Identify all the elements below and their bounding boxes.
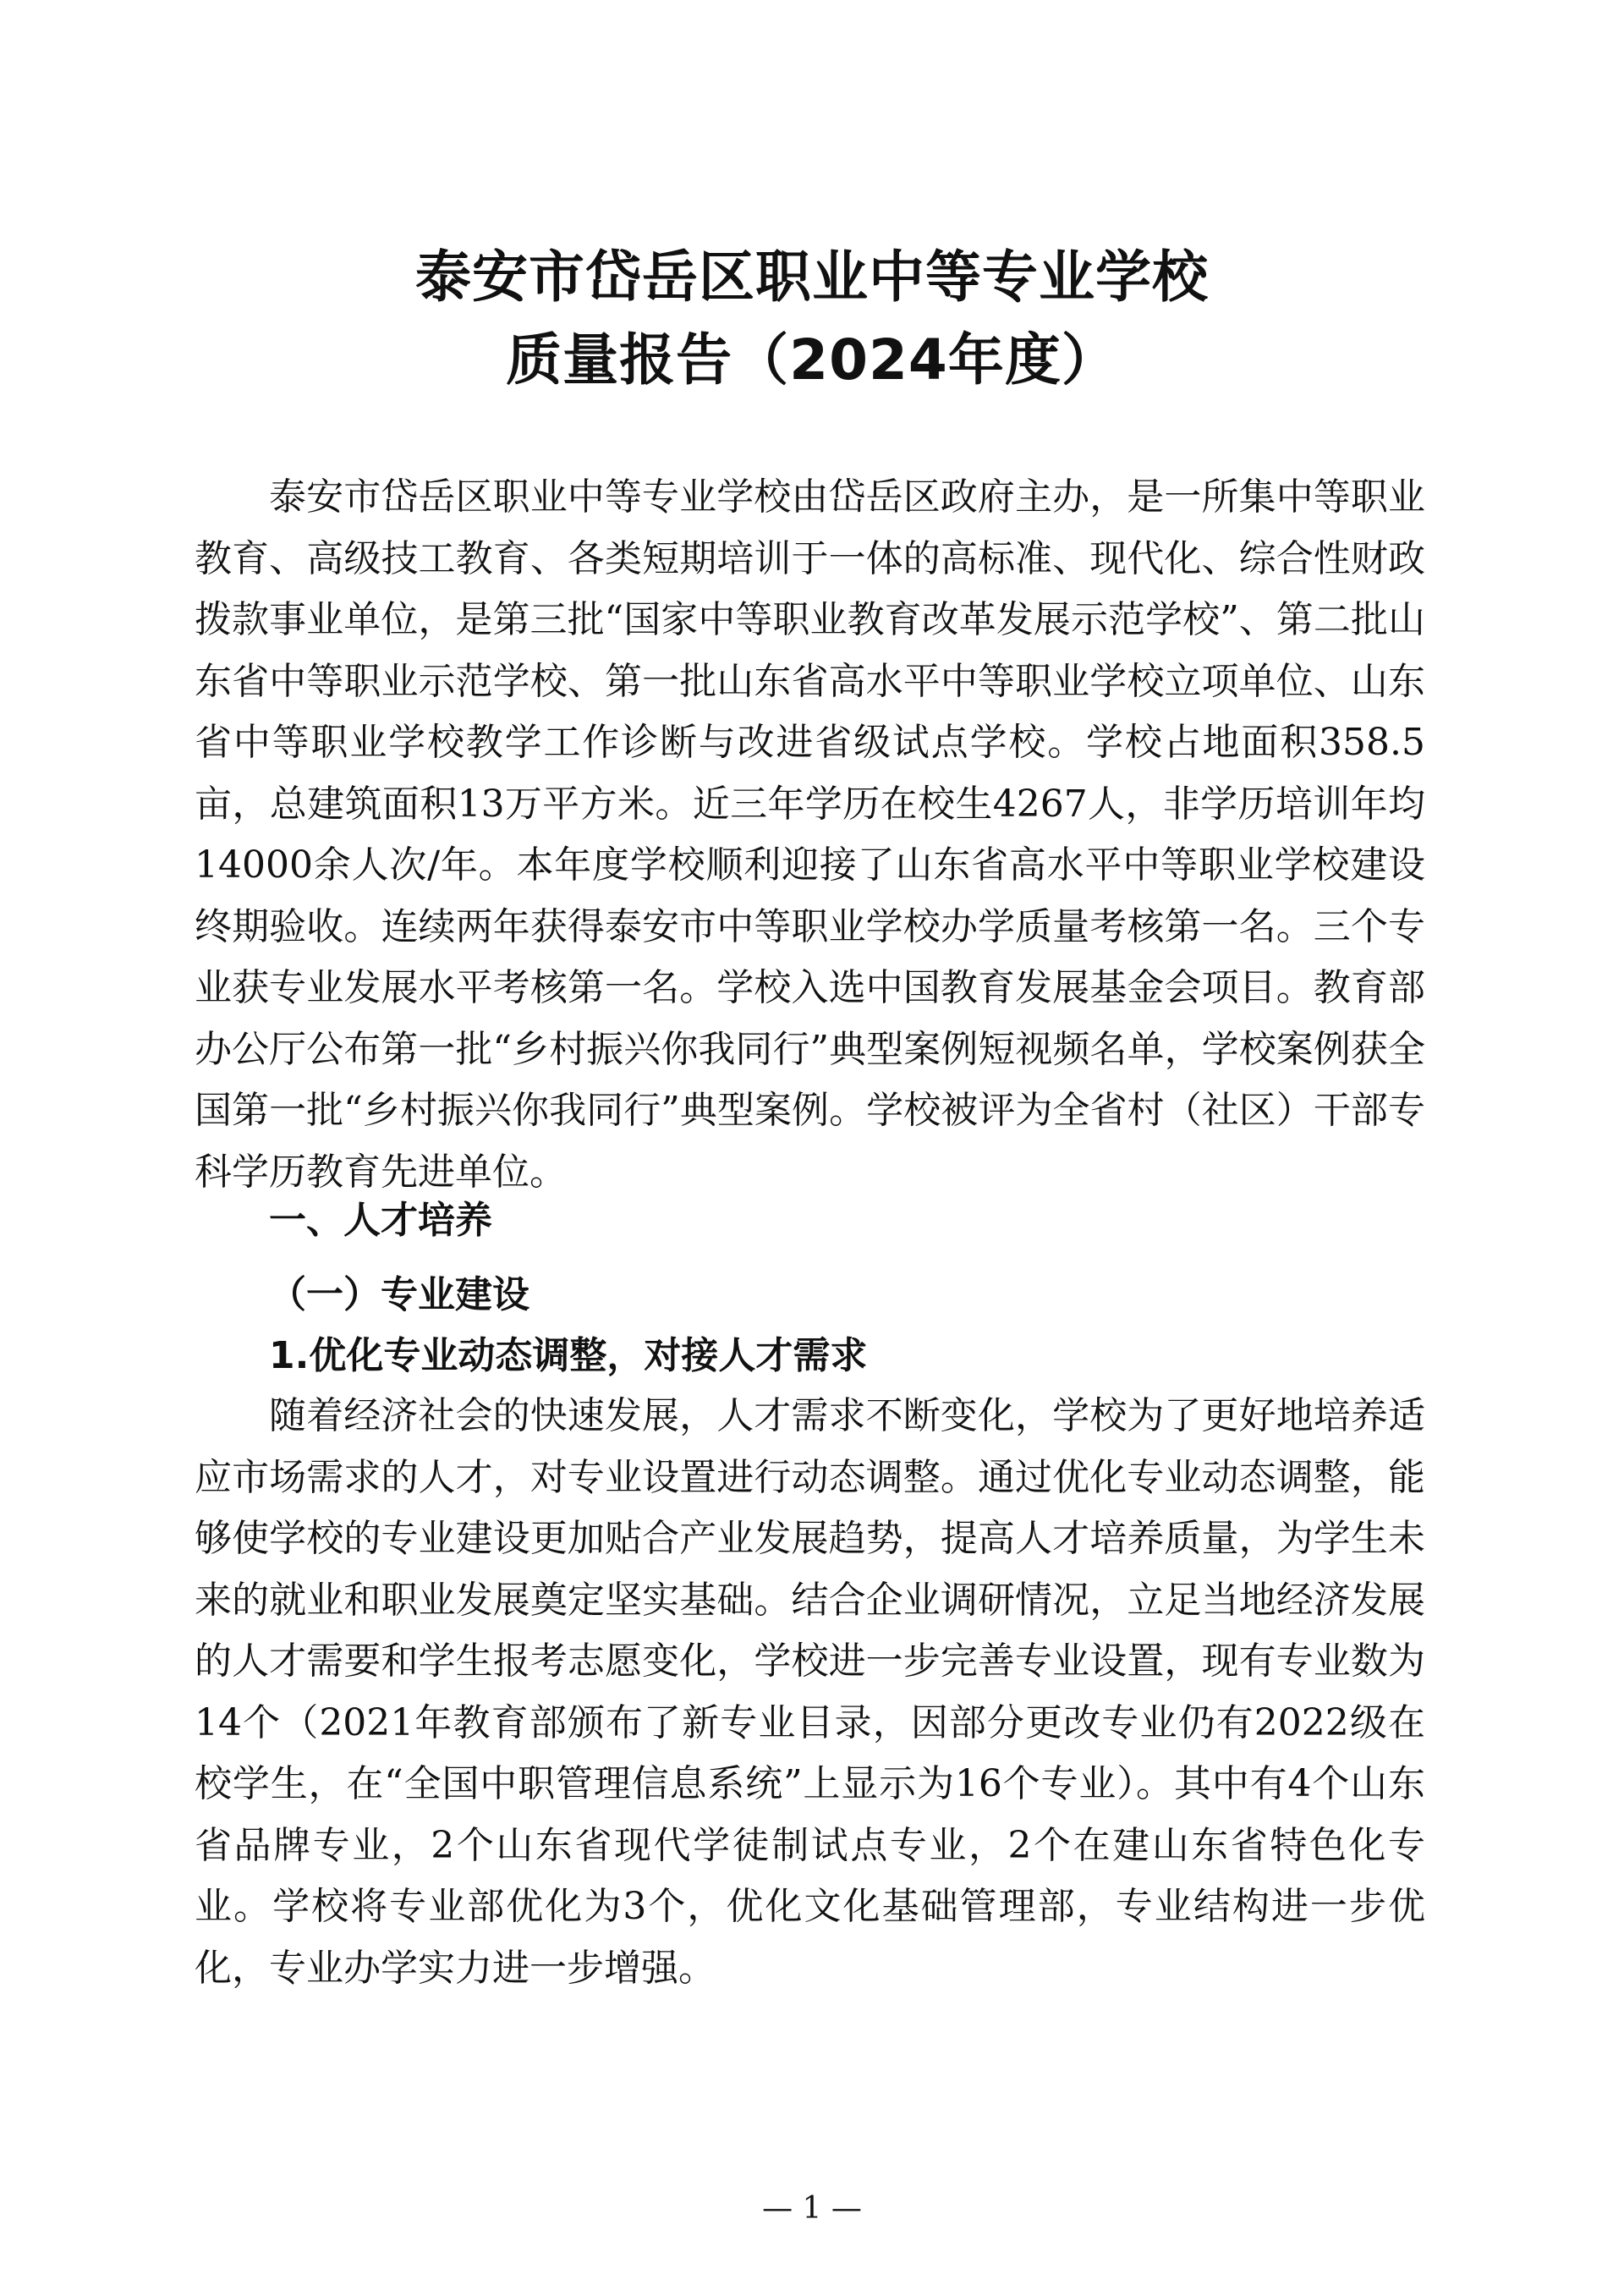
intro-section [195, 467, 1425, 1203]
report-title-line1: 泰安市岱岳区职业中等专业学校 [415, 244, 1209, 310]
item-1-paragraph: 随着经济社会的快速发展，人才需求不断变化，学校为了更好地培养适应市场需求的人才，对专业设置进行动态调整。通过优化专业动态调整，能够使学校的专业建设更加贴合产业发展趋势，提高人才培养质量，为学生未来的就业和职业发展奠定坚实基础。结合企业调研情况，立足当地经济发展的人才需要和学生报考志愿变化，学校进一步完善专业设置，现有专业数为14个（2021年教育部颁布了新专业目录，因部分更改专业仍有2022级在校学生，在“全国中职管理信息系统”上显示为16个专业）。其中有4个山东省品牌专业，2个山东省现代学徒制试点专业，2个在建山东省特色化专业。学校将专业部优化为3个，优化文化基础管理部，专业结构进一步优化，专业办学实力进一步增强。 [195, 1394, 1425, 1990]
subsection-heading-major-construction: （一）专业建设 [269, 1273, 529, 1316]
item-1-section [195, 1386, 1425, 1999]
report-title-line2: 质量报告（2024年度） [506, 327, 1118, 393]
section-heading-talent-cultivation: 一、人才培养 [269, 1199, 492, 1242]
item-heading-optimize-majors: 1.优化专业动态调整，对接人才需求 [269, 1334, 868, 1377]
intro-paragraph: 泰安市岱岳区职业中等专业学校由岱岳区政府主办，是一所集中等职业教育、高级技工教育、各类短期培训于一体的高标准、现代化、综合性财政拨款事业单位，是第三批“国家中等职业教育改革发展示范学校”、第二批山东省中等职业示范学校、第一批山东省高水平中等职业学校立项单位、山东省中等职业学校教学工作诊断与改进省级试点学校。学校占地面积358.5亩，总建筑面积13万平方米。近三年学历在校生4267人，非学历培训年均14000余人次/年。本年度学校顺利迎接了山东省高水平中等职业学校建设终期验收。连续两年获得泰安市中等职业学校办学质量考核第一名。三个专业获专业发展水平考核第一名。学校入选中国教育发展基金会项目。教育部办公厅公布第一批“乡村振兴你我同行”典型案例短视频名单，学校案例获全国第一批“乡村振兴你我同行”典型案例。学校被评为全省村（社区）干部专科学历教育先进单位。 [195, 475, 1425, 1194]
page-number: — 1 — [762, 2191, 862, 2226]
